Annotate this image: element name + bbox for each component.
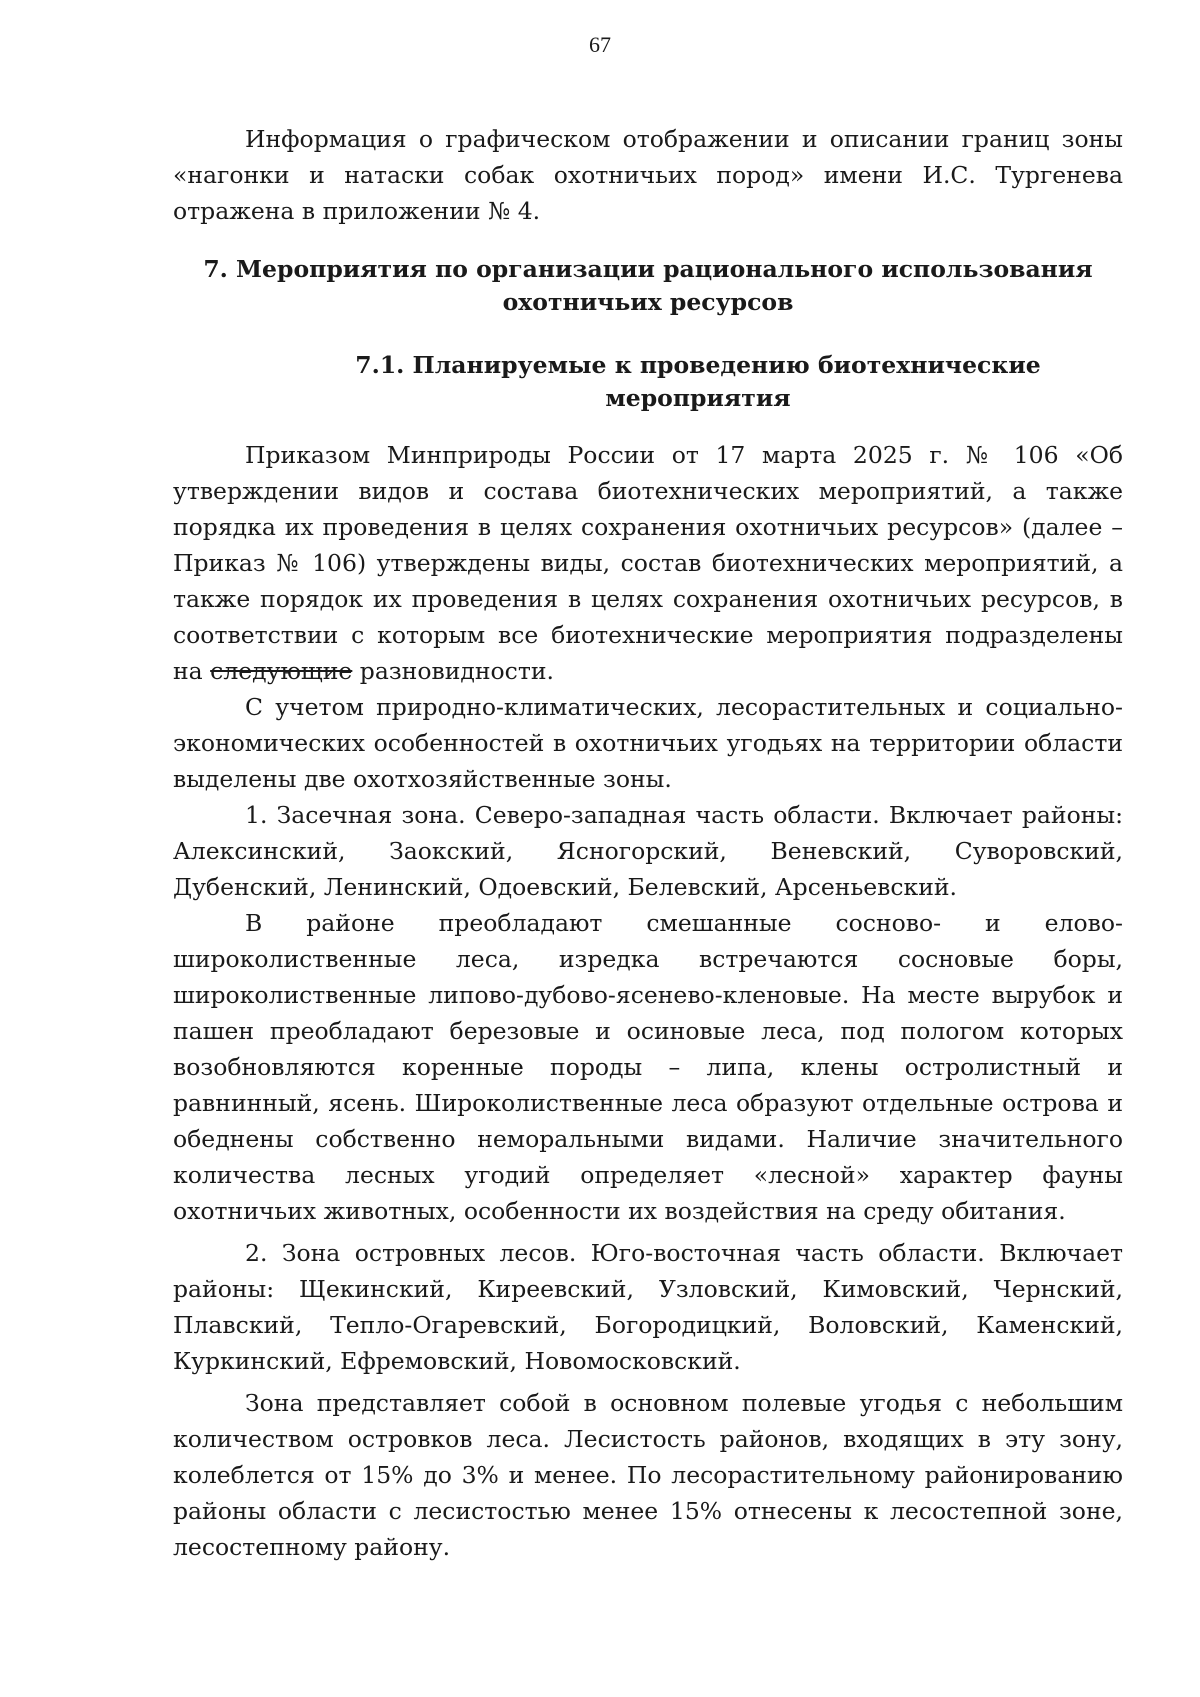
zones-paragraph: С учетом природно-климатических, лесорастительных и социально-экономических особенностей в охотничьих угодьях на территории области выделены две охотхозяйственные зоны. bbox=[173, 693, 1123, 793]
zone2-description: Зона представляет собой в основном полевые угодья с небольшим количеством островков леса. Лесистость районов, входящих в эту зону, колеблется от 15% до 3% и менее. По лесорастительному районированию районы области с лесистостью менее 15% отнесены к лесостепной зоне, лесостепному району. bbox=[173, 1389, 1123, 1561]
order-paragraph bbox=[173, 437, 1123, 689]
order-text-end: разновидности. bbox=[352, 657, 554, 685]
zone1-paragraph: 1. Засечная зона. Северо-западная часть области. Включает районы: Алексинский, Заокский, Ясногорский, Веневский, Суворовский, Дубенский, Ленинский, Одоевский, Белевский, Арсеньевский. bbox=[173, 801, 1123, 901]
order-text: Приказом Минприроды России от 17 марта 2025 г. № 106 «Об утверждении видов и состава биотехнических мероприятий, а также порядка их проведения в целях сохранения охотничьих ресурсов» (далее – Приказ № 106) утверждены виды, состав биотехнических мероприятий, а также порядок их проведения в целях сохранения охотничьих ресурсов, в соответствии с которым все биотехнические мероприятия подразделены на bbox=[173, 441, 1123, 685]
intro-paragraph: Информация о графическом отображении и описании границ зоны «нагонки и натаски собак охотничьих пород» имени И.С. Тургенева отражена в приложении № 4. bbox=[173, 125, 1123, 225]
zone2-paragraph: 2. Зона островных лесов. Юго-восточная часть области. Включает районы: Щекинский, Киреевский, Узловский, Кимовский, Чернский, Плавский, Тепло-Огаревский, Богородицкий, Воловский, Каменский, Куркинский, Ефремовский, Новомосковский. bbox=[173, 1239, 1123, 1375]
page-content bbox=[173, 121, 1123, 1565]
struck-word: следующие bbox=[210, 657, 353, 685]
subsection-heading: 7.1. Планируемые к проведению биотехнические мероприятия bbox=[355, 351, 1041, 412]
page-number: 67 bbox=[589, 32, 611, 57]
zone1-description: В районе преобладают смешанные сосново- и елово-широколиственные леса, изредка встречаются сосновые боры, широколиственные липово-дубово-ясенево-кленовые. На месте вырубок и пашен преобладают березовые и осиновые леса, под пологом которых возобновляются коренные породы – липа, клены остролистный и равнинный, ясень. Широколиственные леса образуют отдельные острова и обеднены собственно неморальными видами. Наличие значительного количества лесных угодий определяет «лесной» характер фауны охотничьих животных, особенности их воздействия на среду обитания. bbox=[173, 909, 1123, 1225]
section-heading: 7. Мероприятия по организации рационального использования охотничьих ресурсов bbox=[203, 255, 1093, 316]
